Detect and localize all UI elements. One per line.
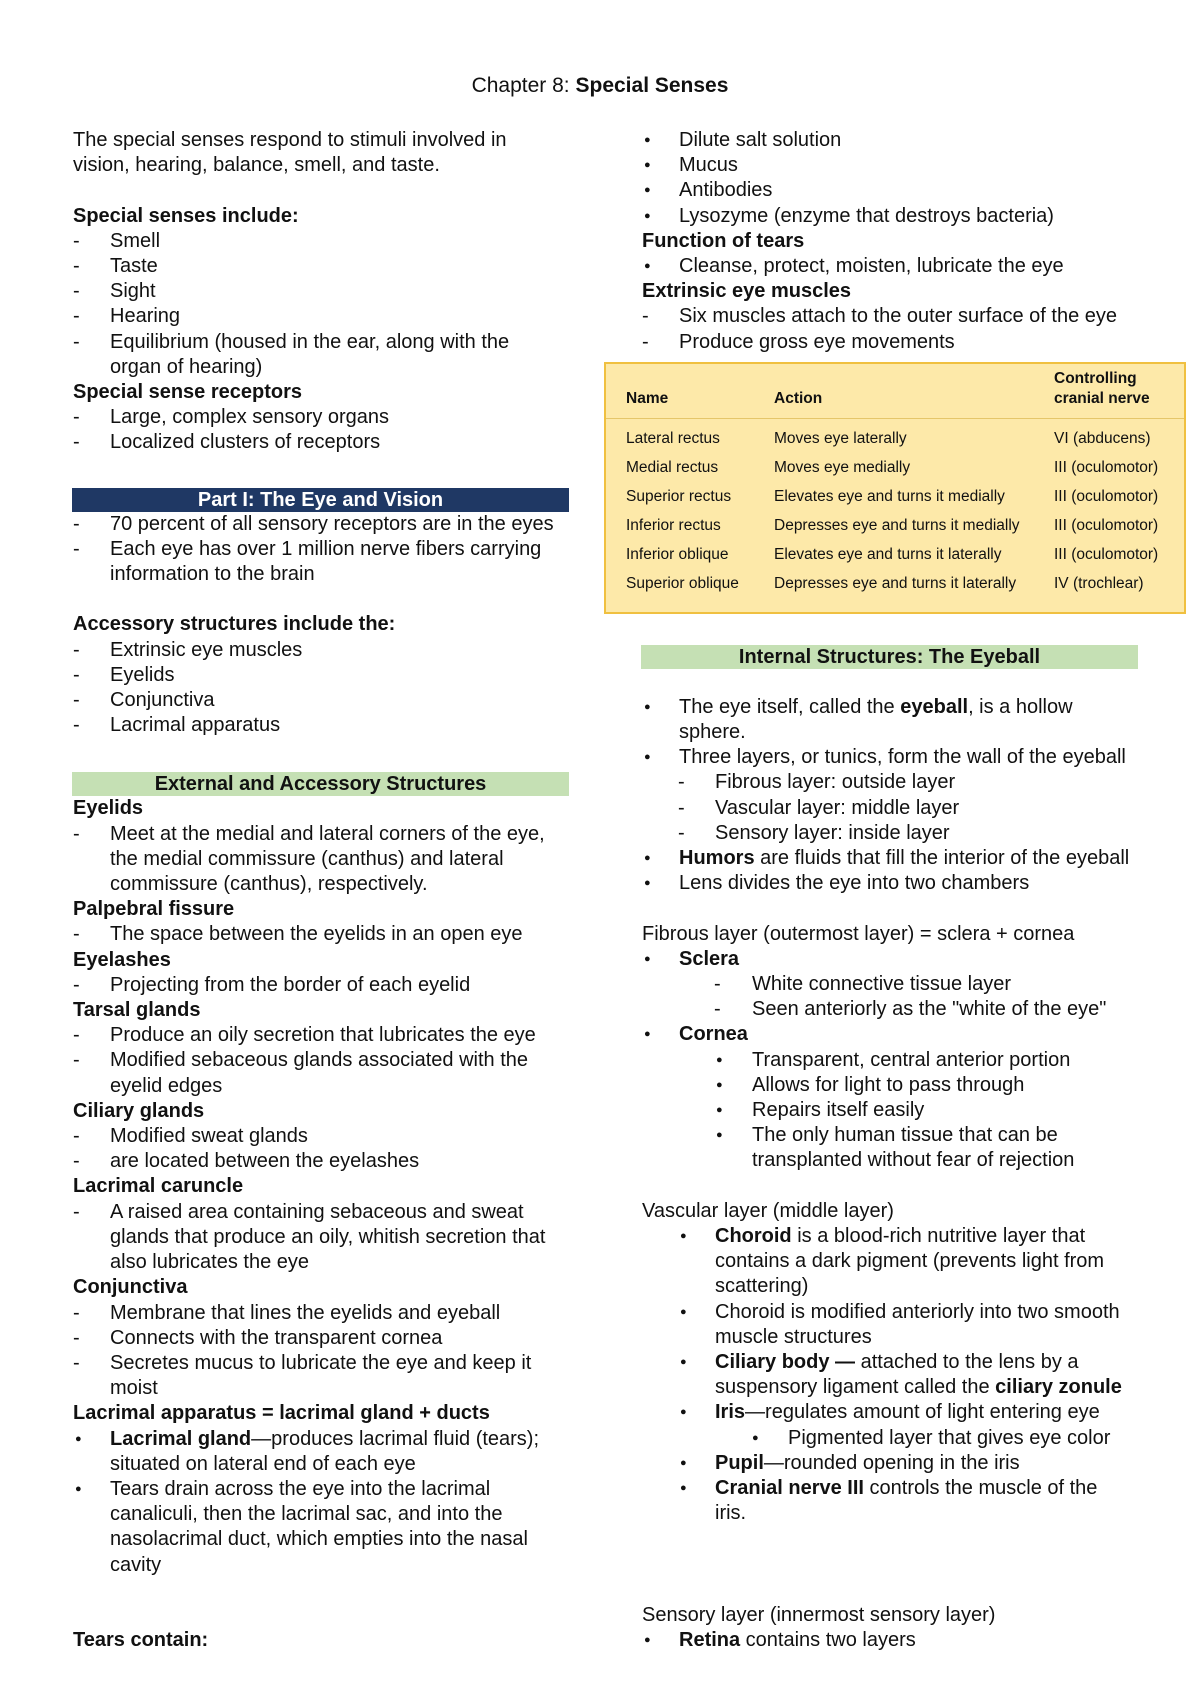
list-item: - Taste [73,254,573,279]
sub-item: - White connective tissue layer [642,972,1142,997]
list-item-continuation: contains a dark pigment (prevents light from [715,1250,1105,1273]
list-item-continuation: suspensory ligament called the ciliary zonule [715,1376,1122,1399]
list-item-continuation: iris. [715,1502,747,1525]
list-item-continuation: cavity [110,1553,162,1576]
bullet-item: ● Cranial nerve III controls the muscle of the [642,1476,1142,1501]
page-title [0,74,1200,98]
list-item: - Membrane that lines the eyelids and eyeball [73,1301,573,1326]
list-item-continuation: commissure (canthus), respectively. [110,873,428,896]
list-item: - Modified sweat glands [73,1124,573,1149]
list-item: - Smell [73,229,573,254]
bullet-item: ● Antibodies [642,178,1142,203]
section-heading: Function of tears [642,229,805,252]
list-item-continuation: muscle structures [715,1325,872,1348]
cell-name: Superior rectus [626,488,732,505]
cell-name: Inferior rectus [626,517,721,534]
header-nerve-2: cranial nerve [1054,390,1150,407]
list-item: - Produce an oily secretion that lubricates the eye [73,1023,573,1048]
section-heading: Tarsal glands [73,999,201,1022]
external-banner: External and Accessory Structures [72,772,569,796]
right-column [642,128,1142,1653]
list-item: - Conjunctiva [73,688,573,713]
cell-nerve: III (oculomotor) [1054,517,1159,534]
bullet-item: ● Ciliary body — attached to the lens by a [642,1350,1142,1375]
list-item: - Modified sebaceous glands associated with the [73,1048,573,1073]
cell-action: Elevates eye and turns it medially [774,488,1005,505]
list-item-continuation: glands that produce an oily, whitish secretion that [110,1225,546,1248]
section-heading: Conjunctiva [73,1276,188,1299]
cell-nerve: IV (trochlear) [1054,575,1144,592]
intro-line: vision, hearing, balance, smell, and taste. [73,154,440,177]
part1-banner: Part I: The Eye and Vision [72,488,569,512]
bullet-item: ● Choroid is modified anteriorly into two smooth [642,1300,1142,1325]
bullet-item: ● Lens divides the eye into two chambers [642,871,1142,896]
sensory-line: Sensory layer (innermost sensory layer) [642,1603,996,1626]
bullet-item: ● Humors are fluids that fill the interior of the eyeball [642,846,1142,871]
cell-nerve: III (oculomotor) [1054,459,1159,476]
section-heading: Eyelids [73,797,144,820]
list-item-continuation: eyelid edges [110,1074,223,1097]
list-item: - Meet at the medial and lateral corners of the eye, [73,822,573,847]
list-item: - Connects with the transparent cornea [73,1326,573,1351]
left-column [73,128,573,1653]
intro-line: The special senses respond to stimuli involved in [73,129,507,151]
cell-action: Depresses eye and turns it medially [774,517,1020,534]
cell-nerve: III (oculomotor) [1054,488,1159,505]
cell-action: Moves eye medially [774,459,911,476]
table-row [606,488,1184,517]
list-item: - Extrinsic eye muscles [73,638,573,663]
list-item: - Eyelids [73,663,573,688]
bullet-item: ● Three layers, or tunics, form the wall of the eyeball [642,745,1142,770]
section-heading: Lacrimal caruncle [73,1175,244,1198]
fibrous-line: Fibrous layer (outermost layer) = sclera + cornea [642,922,1075,945]
bullet-item: ● Cleanse, protect, moisten, lubricate the eye [642,254,1142,279]
list-item: - A raised area containing sebaceous and sweat [73,1200,573,1225]
list-item: - Secretes mucus to lubricate the eye and keep it [73,1351,573,1376]
section-heading: Special senses include: [73,204,299,227]
title-prefix: Chapter 8: [471,74,570,97]
sub-item: - Sensory layer: inside layer [642,821,1142,846]
extrinsic-muscle-table [604,362,1186,614]
section-heading: Tears contain: [73,1628,209,1651]
bullet-item: ● Lacrimal gland—produces lacrimal fluid (tears); [73,1427,573,1452]
list-item: - Equilibrium (housed in the ear, along with the [73,330,573,355]
cell-nerve: VI (abducens) [1054,430,1151,447]
cell-name: Lateral rectus [626,430,720,447]
bullet-item: ● The eye itself, called the eyeball, is a hollow [642,695,1142,720]
sub-item-continuation: transplanted without fear of rejection [752,1149,1075,1172]
list-item-continuation: situated on lateral end of each eye [110,1452,416,1475]
section-heading: Palpebral fissure [73,898,235,921]
vascular-line: Vascular layer (middle layer) [642,1199,894,1222]
list-item-continuation: organ of hearing) [110,355,263,378]
bullet-item: ● Retina contains two layers [642,1628,1142,1653]
list-item: - Produce gross eye movements [642,330,1142,355]
bullet-item: ● Lysozyme (enzyme that destroys bacteria) [642,204,1142,229]
list-item: - Hearing [73,304,573,329]
bullet-heading: ● Sclera [642,947,1142,972]
list-item: - are located between the eyelashes [73,1149,573,1174]
cell-nerve: III (oculomotor) [1054,546,1159,563]
bullet-item: ● Mucus [642,153,1142,178]
table-row [606,546,1184,575]
table-row [606,517,1184,546]
section-heading: Special sense receptors [73,381,303,404]
sub-item: - Seen anteriorly as the "white of the eye" [642,997,1142,1022]
table-row [606,430,1184,459]
cell-action: Depresses eye and turns it laterally [774,575,1017,592]
bullet-item: ● Dilute salt solution [642,128,1142,153]
internal-banner: Internal Structures: The Eyeball [641,645,1138,669]
table-row [606,575,1184,604]
header-name: Name [626,390,669,407]
bullet-heading: ● Cornea [642,1022,1142,1047]
list-item-continuation: sphere. [679,721,746,744]
title-bold: Special Senses [575,74,729,97]
sub-item: - Fibrous layer: outside layer [642,770,1142,795]
sub-item: ● Repairs itself easily [642,1098,1142,1123]
header-nerve-1: Controlling [1054,370,1137,387]
cell-name: Inferior oblique [626,546,729,563]
header-action: Action [774,390,823,407]
list-item: - Lacrimal apparatus [73,713,573,738]
cell-name: Superior oblique [626,575,739,592]
list-item: - Each eye has over 1 million nerve fibers carrying [73,537,573,562]
bullet-item: ● Iris—regulates amount of light entering eye [642,1400,1142,1425]
list-item: - Large, complex sensory organs [73,405,573,430]
list-item-continuation: moist [110,1377,158,1400]
sub-item: ● Allows for light to pass through [642,1073,1142,1098]
cell-name: Medial rectus [626,459,719,476]
table-row [606,459,1184,488]
bullet-item: ● Pupil—rounded opening in the iris [642,1451,1142,1476]
sub-item: - Vascular layer: middle layer [642,796,1142,821]
list-item: - Localized clusters of receptors [73,430,573,455]
bullet-item: ● Choroid is a blood-rich nutritive layer that [642,1224,1142,1249]
list-item: - Sight [73,279,573,304]
list-item: - 70 percent of all sensory receptors are in the eyes [73,512,573,537]
sub-item: ● The only human tissue that can be [642,1123,1142,1148]
cell-action: Moves eye laterally [774,430,907,447]
bullet-item: ● Tears drain across the eye into the lacrimal [73,1477,573,1502]
list-item-continuation: the medial commissure (canthus) and lateral [110,847,504,870]
list-item-continuation: nasolacrimal duct, which empties into the nasal [110,1528,528,1551]
sub-item: ● Transparent, central anterior portion [642,1048,1142,1073]
section-heading: Accessory structures include the: [73,613,396,636]
list-item: - Six muscles attach to the outer surface of the eye [642,304,1142,329]
section-heading: Ciliary glands [73,1099,205,1122]
cell-action: Elevates eye and turns it laterally [774,546,1002,563]
section-heading: Eyelashes [73,948,171,971]
list-item: - The space between the eyelids in an open eye [73,922,573,947]
sub-item: ● Pigmented layer that gives eye color [642,1426,1142,1451]
section-heading: Extrinsic eye muscles [642,280,852,303]
section-heading: Lacrimal apparatus = lacrimal gland + ducts [73,1402,490,1425]
list-item-continuation: information to the brain [110,563,315,586]
list-item-continuation: scattering) [715,1275,809,1298]
table-header [606,364,1184,419]
list-item: - Projecting from the border of each eyelid [73,973,573,998]
list-item-continuation: also lubricates the eye [110,1251,310,1274]
list-item-continuation: canaliculi, then the lacrimal sac, and into the [110,1503,503,1526]
